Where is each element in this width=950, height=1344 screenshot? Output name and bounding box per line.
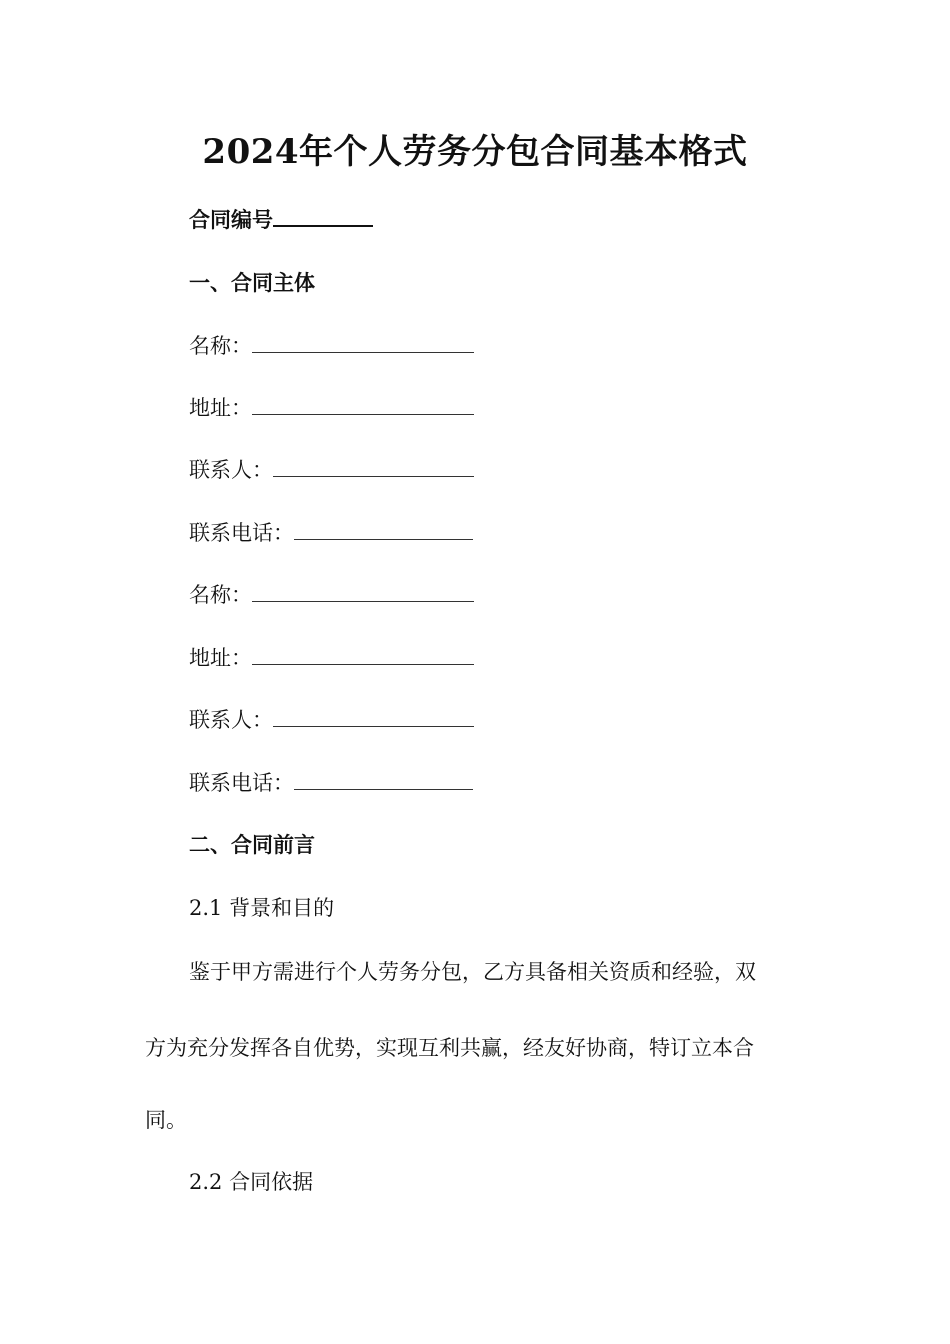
party-b-address-line xyxy=(189,643,474,673)
contract-number-line xyxy=(189,205,373,235)
party-a-phone-line xyxy=(189,518,473,548)
party-b-address-blank xyxy=(252,646,474,665)
section-heading-parties: 一、合同主体 xyxy=(189,270,315,295)
party-b-address-label: 地址： xyxy=(189,646,252,670)
party-a-phone-label: 联系电话： xyxy=(189,521,294,545)
party-a-address-blank xyxy=(252,396,474,415)
party-a-phone-blank xyxy=(294,521,473,540)
party-a-name-line xyxy=(189,331,474,361)
paragraph-2-1-line-2: 方为充分发挥各自优势，实现互利共赢，经友好协商，特订立本合 xyxy=(145,1036,754,1060)
party-a-contact-line xyxy=(189,455,474,485)
party-b-contact-label: 联系人： xyxy=(189,708,273,732)
subsection-2-1-heading: 2.1 背景和目的 xyxy=(189,896,335,920)
party-b-phone-label: 联系电话： xyxy=(189,771,294,795)
party-a-contact-blank xyxy=(273,458,474,477)
party-a-address-label: 地址： xyxy=(189,396,252,420)
party-b-name-line xyxy=(189,580,474,610)
document-title: 2024年个人劳务分包合同基本格式 xyxy=(202,132,748,172)
party-a-contact-label: 联系人： xyxy=(189,458,273,482)
party-b-phone-blank xyxy=(294,771,473,790)
party-b-contact-blank xyxy=(273,708,474,727)
contract-number-blank xyxy=(273,207,373,227)
paragraph-2-1-line-1: 鉴于甲方需进行个人劳务分包，乙方具备相关资质和经验，双 xyxy=(189,960,756,984)
party-b-phone-line xyxy=(189,768,473,798)
section-heading-preamble: 二、合同前言 xyxy=(189,832,315,857)
party-a-name-blank xyxy=(252,334,474,353)
contract-number-label: 合同编号 xyxy=(189,207,273,232)
party-a-name-label: 名称： xyxy=(189,334,252,358)
party-a-address-line xyxy=(189,393,474,423)
party-b-contact-line xyxy=(189,705,474,735)
paragraph-2-1-line-3: 同。 xyxy=(145,1108,187,1132)
party-b-name-blank xyxy=(252,583,474,602)
subsection-2-2-heading: 2.2 合同依据 xyxy=(189,1170,314,1194)
party-b-name-label: 名称： xyxy=(189,583,252,607)
